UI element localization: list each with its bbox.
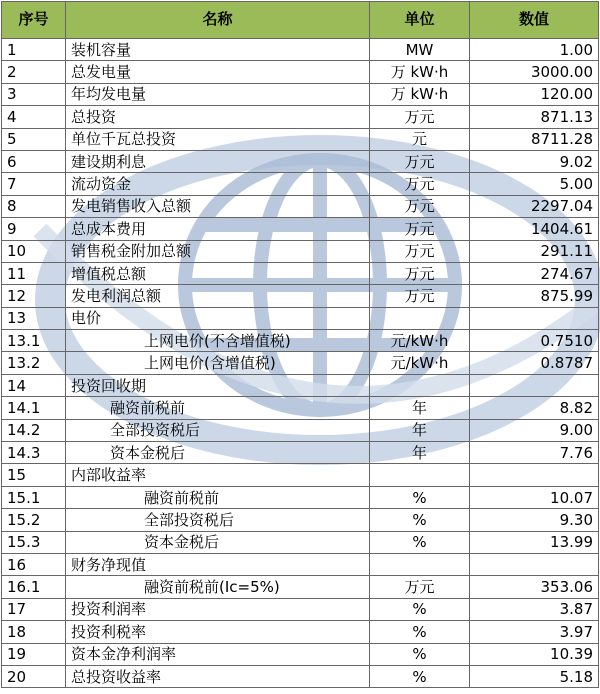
cell-name: 上网电价(含增值税)	[66, 352, 370, 374]
cell-name: 总成本费用	[66, 218, 370, 240]
cell-no: 16.1	[2, 576, 66, 598]
cell-name: 投资利润率	[66, 598, 370, 620]
cell-no: 7	[2, 173, 66, 195]
cell-no: 6	[2, 150, 66, 172]
cell-value: 9.30	[470, 509, 599, 531]
cell-no: 14.3	[2, 442, 66, 464]
table-row	[2, 576, 599, 598]
cell-unit: 万 kW·h	[370, 61, 470, 83]
cell-unit: 万元	[370, 262, 470, 284]
cell-unit: 元/kW·h	[370, 330, 470, 352]
table-row	[2, 39, 599, 61]
cell-name: 投资利税率	[66, 621, 370, 643]
cell-value: 1404.61	[470, 218, 599, 240]
cell-unit: 万元	[370, 150, 470, 172]
cell-no: 20	[2, 665, 66, 687]
table-row	[2, 374, 599, 396]
table-row	[2, 128, 599, 150]
cell-no: 11	[2, 262, 66, 284]
cell-no: 14	[2, 374, 66, 396]
cell-value	[470, 464, 599, 486]
table-row	[2, 665, 599, 687]
table-row	[2, 509, 599, 531]
cell-unit: %	[370, 598, 470, 620]
cell-unit: %	[370, 509, 470, 531]
cell-no: 10	[2, 240, 66, 262]
table-row	[2, 621, 599, 643]
cell-name: 总投资收益率	[66, 665, 370, 687]
financial-indicators-table	[1, 1, 599, 688]
cell-value: 353.06	[470, 576, 599, 598]
cell-no: 15.1	[2, 486, 66, 508]
cell-name: 总投资	[66, 106, 370, 128]
table-row	[2, 307, 599, 329]
table-row	[2, 330, 599, 352]
table-row	[2, 553, 599, 575]
cell-value: 3.97	[470, 621, 599, 643]
cell-value: 1.00	[470, 39, 599, 61]
cell-value: 291.11	[470, 240, 599, 262]
cell-name: 上网电价(不含增值税)	[66, 330, 370, 352]
cell-unit: 万元	[370, 173, 470, 195]
cell-unit	[370, 374, 470, 396]
cell-unit: 年	[370, 397, 470, 419]
cell-unit	[370, 553, 470, 575]
cell-unit: 万 kW·h	[370, 83, 470, 105]
cell-no: 15.2	[2, 509, 66, 531]
cell-name: 融资前税前	[66, 486, 370, 508]
table-row	[2, 83, 599, 105]
cell-value	[470, 553, 599, 575]
cell-name: 融资前税前(Ic=5%)	[66, 576, 370, 598]
cell-value: 5.18	[470, 665, 599, 687]
cell-name: 流动资金	[66, 173, 370, 195]
cell-name: 资本金税后	[66, 531, 370, 553]
cell-no: 8	[2, 195, 66, 217]
cell-name: 全部投资税后	[66, 419, 370, 441]
cell-no: 16	[2, 553, 66, 575]
cell-value: 875.99	[470, 285, 599, 307]
cell-unit: %	[370, 531, 470, 553]
cell-value: 120.00	[470, 83, 599, 105]
cell-unit: 年	[370, 419, 470, 441]
cell-unit: 万元	[370, 106, 470, 128]
cell-value: 0.7510	[470, 330, 599, 352]
cell-no: 2	[2, 61, 66, 83]
cell-name: 增值税总额	[66, 262, 370, 284]
header-unit: 单位	[370, 2, 470, 39]
table-row	[2, 643, 599, 665]
table-row	[2, 218, 599, 240]
cell-unit: MW	[370, 39, 470, 61]
cell-name: 投资回收期	[66, 374, 370, 396]
cell-unit: 元/kW·h	[370, 352, 470, 374]
cell-unit: %	[370, 643, 470, 665]
cell-no: 4	[2, 106, 66, 128]
table-row	[2, 531, 599, 553]
cell-unit: 年	[370, 442, 470, 464]
cell-unit: %	[370, 621, 470, 643]
cell-no: 14.2	[2, 419, 66, 441]
cell-value	[470, 307, 599, 329]
cell-unit	[370, 464, 470, 486]
cell-unit: 万元	[370, 240, 470, 262]
cell-name: 发电利润总额	[66, 285, 370, 307]
cell-name: 全部投资税后	[66, 509, 370, 531]
cell-value: 3000.00	[470, 61, 599, 83]
table-row	[2, 150, 599, 172]
cell-no: 13.1	[2, 330, 66, 352]
cell-value	[470, 374, 599, 396]
cell-name: 年均发电量	[66, 83, 370, 105]
cell-value: 0.8787	[470, 352, 599, 374]
cell-name: 电价	[66, 307, 370, 329]
cell-name: 融资前税前	[66, 397, 370, 419]
cell-unit	[370, 307, 470, 329]
table-row	[2, 397, 599, 419]
cell-unit: 万元	[370, 218, 470, 240]
cell-value: 10.07	[470, 486, 599, 508]
cell-value: 9.02	[470, 150, 599, 172]
cell-no: 5	[2, 128, 66, 150]
table-row	[2, 442, 599, 464]
cell-value: 8711.28	[470, 128, 599, 150]
cell-name: 单位千瓦总投资	[66, 128, 370, 150]
cell-value: 5.00	[470, 173, 599, 195]
cell-value: 9.00	[470, 419, 599, 441]
cell-no: 12	[2, 285, 66, 307]
cell-value: 8.82	[470, 397, 599, 419]
cell-name: 销售税金附加总额	[66, 240, 370, 262]
cell-value: 2297.04	[470, 195, 599, 217]
cell-unit: %	[370, 665, 470, 687]
header-no: 序号	[2, 2, 66, 39]
table-header-row	[2, 2, 599, 39]
cell-no: 14.1	[2, 397, 66, 419]
cell-value: 274.67	[470, 262, 599, 284]
cell-unit: 万元	[370, 576, 470, 598]
cell-name: 装机容量	[66, 39, 370, 61]
cell-name: 总发电量	[66, 61, 370, 83]
header-value: 数值	[470, 2, 599, 39]
cell-name: 内部收益率	[66, 464, 370, 486]
table-row	[2, 106, 599, 128]
table-row	[2, 285, 599, 307]
header-name: 名称	[66, 2, 370, 39]
cell-unit: %	[370, 486, 470, 508]
table-row	[2, 61, 599, 83]
cell-unit: 万元	[370, 285, 470, 307]
cell-no: 1	[2, 39, 66, 61]
table-row	[2, 262, 599, 284]
cell-name: 财务净现值	[66, 553, 370, 575]
cell-no: 9	[2, 218, 66, 240]
cell-unit: 元	[370, 128, 470, 150]
table-row	[2, 464, 599, 486]
cell-value: 10.39	[470, 643, 599, 665]
cell-value: 871.13	[470, 106, 599, 128]
table-row	[2, 419, 599, 441]
cell-value: 3.87	[470, 598, 599, 620]
table-row	[2, 598, 599, 620]
table-body	[2, 39, 599, 688]
cell-no: 13.2	[2, 352, 66, 374]
cell-no: 3	[2, 83, 66, 105]
cell-name: 建设期利息	[66, 150, 370, 172]
cell-name: 发电销售收入总额	[66, 195, 370, 217]
cell-value: 13.99	[470, 531, 599, 553]
table-row	[2, 352, 599, 374]
cell-unit: 万元	[370, 195, 470, 217]
cell-no: 18	[2, 621, 66, 643]
cell-name: 资本金净利润率	[66, 643, 370, 665]
table-row	[2, 195, 599, 217]
cell-no: 13	[2, 307, 66, 329]
cell-no: 19	[2, 643, 66, 665]
table-row	[2, 486, 599, 508]
cell-no: 17	[2, 598, 66, 620]
cell-no: 15	[2, 464, 66, 486]
table-row	[2, 240, 599, 262]
cell-value: 7.76	[470, 442, 599, 464]
cell-no: 15.3	[2, 531, 66, 553]
table-row	[2, 173, 599, 195]
cell-name: 资本金税后	[66, 442, 370, 464]
